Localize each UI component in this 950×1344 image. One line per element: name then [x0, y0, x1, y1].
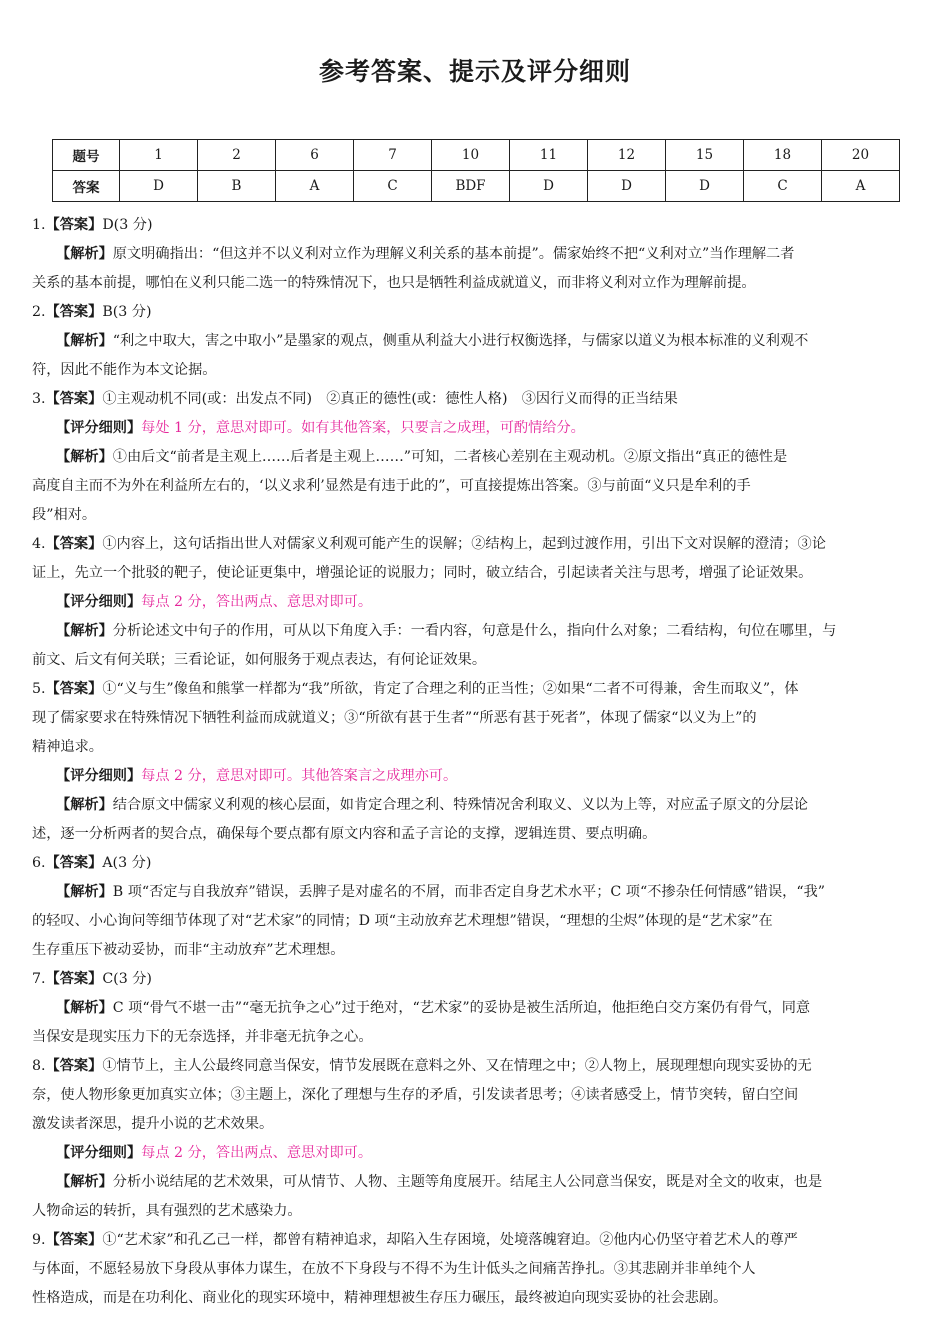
- answer-tag: 【答案】: [45, 1232, 103, 1248]
- answer-cell: BDF: [432, 171, 510, 202]
- header-label-cell: 题号: [53, 140, 120, 171]
- answer-line: 奈，使人物形象更加真实立体；③主题上，深化了理想与生存的矛盾，引发读者思考；④读者感受上，情节突转，留白空间: [32, 1087, 799, 1103]
- answer-line: 现了儒家要求在特殊情况下牺牲利益而成就道义；③“所欲有甚于生者”“所恶有甚于死者”，体现了儒家“以义为上”的: [32, 710, 757, 726]
- analysis-tag: 【解析】: [56, 1000, 113, 1016]
- table-row-answers: [53, 171, 900, 202]
- answer-label-cell: 答案: [53, 171, 120, 202]
- analysis-tag: 【解析】: [56, 797, 113, 813]
- question-number: 9.: [32, 1232, 46, 1248]
- question-number: 7.: [32, 971, 46, 987]
- analysis-line: 人物命运的转折，具有强烈的艺术感染力。: [32, 1203, 302, 1219]
- answer-cell: C: [354, 171, 432, 202]
- scoring-tag: 【评分细则】: [56, 594, 142, 610]
- question-block-4: [32, 530, 902, 675]
- analysis-text: 分析小说结尾的艺术效果，可从情节、人物、主题等角度展开。结尾主人公同意当保安，既是对全文的收束，也是: [112, 1174, 823, 1190]
- answer-line: [32, 1226, 902, 1255]
- answer-explanations: [32, 211, 902, 1313]
- analysis-text: ①由后文“前者是主观上……后者是主观上……”可知，二者核心差别在主观动机。②原文指出“真正的德性是: [112, 449, 788, 465]
- number-cell: 18: [744, 140, 822, 171]
- scoring-tag: 【评分细则】: [56, 420, 142, 436]
- answer-tag: 【答案】: [45, 536, 103, 552]
- answer-text: B(3 分): [102, 304, 152, 320]
- table-row-numbers: [53, 140, 900, 171]
- question-number: 8.: [32, 1058, 46, 1074]
- question-number: 5.: [32, 681, 46, 697]
- analysis-line: 前文、后文有何关联；三看论证，如何服务于观点表达，有何论证效果。: [32, 652, 487, 668]
- analysis-line: [32, 240, 902, 269]
- answer-line: 精神追求。: [32, 739, 103, 755]
- analysis-text: “利之中取大，害之中取小”是墨家的观点，侧重从利益大小进行权衡选择，与儒家以道义为根本标准的义利观不: [112, 333, 809, 349]
- answer-text: ①“义与生”像鱼和熊掌一样都为“我”所欲，肯定了合理之利的正当性；②如果“二者不可得兼，舍生而取义”，体: [102, 681, 799, 697]
- question-block-8: [32, 1052, 902, 1226]
- answer-text: ①情节上，主人公最终同意当保安，情节发展既在意料之外、又在情理之中；②人物上，展现理想向现实妥协的无: [102, 1058, 812, 1074]
- answer-line: [32, 965, 902, 994]
- analysis-tag: 【解析】: [56, 246, 113, 262]
- answer-text: ①内容上，这句话指出世人对儒家义利观可能产生的误解；②结构上，起到过渡作用，引出下文对误解的澄清；③论: [102, 536, 826, 552]
- number-cell: 20: [822, 140, 900, 171]
- page-title: 参考答案、提示及评分细则: [318, 57, 631, 86]
- answer-cell: D: [510, 171, 588, 202]
- answer-line: 与体面，不愿轻易放下身段从事体力谋生，在放不下身段与不得不为生计低头之间痛苦挣扎。③其悲剧并非单纯个人: [32, 1261, 756, 1277]
- analysis-line: 段”相对。: [32, 507, 97, 523]
- number-cell: 15: [666, 140, 744, 171]
- question-block-5: [32, 675, 902, 849]
- scoring-text: 每点 2 分，答出两点、意思对即可。: [141, 594, 373, 610]
- analysis-line: 当保安是现实压力下的无奈选择，并非毫无抗争之心。: [32, 1029, 373, 1045]
- analysis-line: 的轻叹、小心询问等细节体现了对“艺术家”的同情；D 项“主动放弃艺术理想”错误，“理想的尘烬”体现的是“艺术家”在: [32, 913, 773, 929]
- answer-text: ①主观动机不同(或：出发点不同) ②真正的德性(或：德性人格) ③因行义而得的正当结果: [102, 391, 678, 407]
- answer-line: 证上，先立一个批驳的靶子，使论证更集中，增强论证的说服力；同时，破立结合，引起读者关注与思考，增强了论证效果。: [32, 565, 813, 581]
- question-block-3: [32, 385, 902, 530]
- answer-line: [32, 298, 902, 327]
- question-block-7: [32, 965, 902, 1052]
- analysis-line: 高度自主而不为外在利益所左右的，‘以义求利’显然是有违于此的”，可直接提炼出答案。③与前面“义只是牟利的手: [32, 478, 751, 494]
- analysis-line: [32, 994, 902, 1023]
- scoring-tag: 【评分细则】: [56, 768, 142, 784]
- scoring-line: [32, 762, 902, 791]
- analysis-text: C 项“骨气不堪一击”“毫无抗争之心”过于绝对，“艺术家”的妥协是被生活所迫，他拒绝白交方案仍有骨气，同意: [112, 1000, 811, 1016]
- answer-tag: 【答案】: [45, 1058, 103, 1074]
- analysis-line: 关系的基本前提，哪怕在义利只能二选一的特殊情况下，也只是牺牲利益成就道义，而非将义利对立作为理解前提。: [32, 275, 756, 291]
- scoring-line: [32, 588, 902, 617]
- answer-tag: 【答案】: [45, 855, 103, 871]
- answer-cell: D: [666, 171, 744, 202]
- answer-text: ①“艺术家”和孔乙己一样，都曾有精神追求，却陷入生存困境，处境落魄窘迫。②他内心仍坚守着艺术人的尊严: [102, 1232, 798, 1248]
- number-cell: 7: [354, 140, 432, 171]
- answer-line: [32, 675, 902, 704]
- number-cell: 11: [510, 140, 588, 171]
- scoring-text: 每点 2 分，答出两点、意思对即可。: [141, 1145, 373, 1161]
- analysis-line: [32, 617, 902, 646]
- analysis-text: B 项“否定与自我放弃”错误，丢脾子是对虚名的不屑，而非否定自身艺术水平；C 项“不掺杂任何情感”错误，“我”: [112, 884, 826, 900]
- number-cell: 6: [276, 140, 354, 171]
- analysis-text: 原文明确指出：“但这并不以义利对立作为理解义利关系的基本前提”。儒家始终不把“义利对立”当作理解二者: [112, 246, 795, 262]
- analysis-tag: 【解析】: [56, 333, 113, 349]
- question-number: 4.: [32, 536, 46, 552]
- number-cell: 2: [198, 140, 276, 171]
- answer-tag: 【答案】: [45, 971, 103, 987]
- analysis-tag: 【解析】: [56, 623, 113, 639]
- answer-line: [32, 211, 902, 240]
- analysis-line: [32, 791, 902, 820]
- scoring-text: 每处 1 分，意思对即可。如有其他答案，只要言之成理，可酌情给分。: [141, 420, 585, 436]
- question-block-2: [32, 298, 902, 385]
- analysis-line: [32, 1168, 902, 1197]
- answer-line: [32, 385, 902, 414]
- answer-tag: 【答案】: [45, 304, 103, 320]
- answer-cell: A: [822, 171, 900, 202]
- question-number: 6.: [32, 855, 46, 871]
- analysis-line: [32, 327, 902, 356]
- analysis-line: 述，逐一分析两者的契合点，确保每个要点都有原文内容和孟子言论的支撑，逻辑连贯、要点明确。: [32, 826, 657, 842]
- answer-text: D(3 分): [102, 217, 153, 233]
- analysis-tag: 【解析】: [56, 884, 113, 900]
- answer-cell: C: [744, 171, 822, 202]
- answer-cell: D: [588, 171, 666, 202]
- answer-cell: A: [276, 171, 354, 202]
- answer-table: [52, 139, 900, 202]
- number-cell: 1: [120, 140, 198, 171]
- scoring-text: 每点 2 分，意思对即可。其他答案言之成理亦可。: [141, 768, 458, 784]
- analysis-tag: 【解析】: [56, 449, 113, 465]
- analysis-text: 结合原文中儒家义利观的核心层面，如肯定合理之利、特殊情况舍利取义、义以为上等，对应孟子原文的分层论: [112, 797, 808, 813]
- answer-line: 激发读者深思，提升小说的艺术效果。: [32, 1116, 274, 1132]
- answer-tag: 【答案】: [45, 681, 103, 697]
- question-block-1: [32, 211, 902, 298]
- analysis-tag: 【解析】: [56, 1174, 113, 1190]
- analysis-line: 生存重压下被动妥协，而非“主动放弃”艺术理想。: [32, 942, 345, 958]
- answer-line: [32, 1052, 902, 1081]
- answer-line: 性格造成，而是在功利化、商业化的现实环境中，精神理想被生存压力碾压，最终被迫向现实妥协的社会悲剧。: [32, 1290, 728, 1306]
- answer-line: [32, 849, 902, 878]
- question-number: 1.: [32, 217, 46, 233]
- number-cell: 10: [432, 140, 510, 171]
- answer-tag: 【答案】: [45, 217, 103, 233]
- question-number: 2.: [32, 304, 46, 320]
- analysis-line: [32, 443, 902, 472]
- analysis-line: [32, 878, 902, 907]
- scoring-line: [32, 1139, 902, 1168]
- question-number: 3.: [32, 391, 46, 407]
- question-block-6: [32, 849, 902, 965]
- question-block-9: [32, 1226, 902, 1313]
- answer-line: [32, 530, 902, 559]
- scoring-line: [32, 414, 902, 443]
- number-cell: 12: [588, 140, 666, 171]
- answer-text: C(3 分): [102, 971, 152, 987]
- answer-cell: B: [198, 171, 276, 202]
- analysis-text: 分析论述文中句子的作用，可从以下角度入手：一看内容，句意是什么，指向什么对象；二看结构，句位在哪里，与: [112, 623, 837, 639]
- answer-cell: D: [120, 171, 198, 202]
- answer-tag: 【答案】: [45, 391, 103, 407]
- analysis-line: 符，因此不能作为本文论据。: [32, 362, 217, 378]
- scoring-tag: 【评分细则】: [56, 1145, 142, 1161]
- answer-text: A(3 分): [102, 855, 152, 871]
